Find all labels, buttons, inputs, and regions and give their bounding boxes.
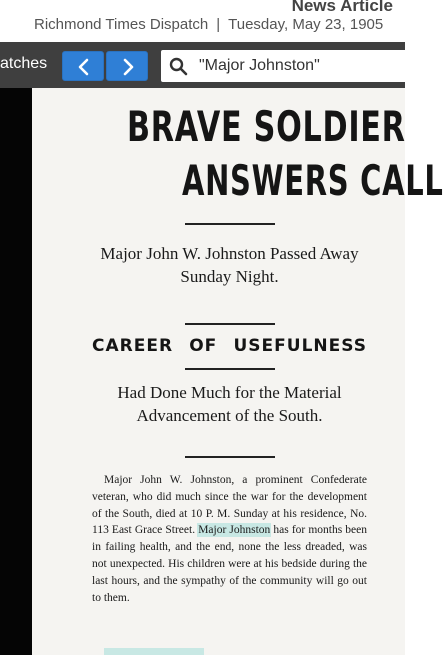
chevron-left-icon bbox=[76, 58, 92, 76]
subheadline-2-word: CAREER bbox=[92, 336, 174, 356]
subheadline-2-word: USEFULNESS bbox=[233, 336, 367, 356]
divider-rule bbox=[185, 223, 275, 225]
next-match-button[interactable] bbox=[106, 51, 148, 81]
subheadline-2 bbox=[92, 336, 367, 356]
search-match-highlight-next[interactable] bbox=[104, 648, 204, 655]
matches-label: atches bbox=[0, 55, 48, 72]
article-header bbox=[0, 0, 405, 42]
page-title: News Article bbox=[291, 0, 393, 15]
search-match-highlight[interactable]: Major Johnston bbox=[198, 524, 271, 537]
previous-match-button[interactable] bbox=[62, 51, 104, 81]
separator: | bbox=[216, 16, 221, 33]
subheadline-1: Major John W. Johnston Passed Away Sunday Night. bbox=[100, 244, 359, 286]
divider-rule bbox=[185, 323, 275, 325]
search-box[interactable] bbox=[161, 50, 411, 82]
article-source-line bbox=[34, 16, 383, 33]
body-text-part-1: Major John W. Johnston, a prominent Confederate veteran, who did much since the war for the development of the South, died at 10 P. M. Sunday at his residence, No. 113 East Grace Street. bbox=[92, 474, 367, 537]
headline-line-1: BRAVE SOLDIER bbox=[127, 102, 406, 151]
newspaper-clipping bbox=[32, 88, 444, 655]
search-input[interactable] bbox=[199, 55, 409, 77]
publication-date: Tuesday, May 23, 1905 bbox=[228, 16, 384, 33]
divider-rule bbox=[185, 456, 275, 458]
search-icon[interactable] bbox=[169, 57, 188, 76]
body-text-part-2: has for months been in failing health, and the end, none the less dreaded, was not unexpected. His children were at his bedside during the last hours, and the sympathy of the community will go out to them. bbox=[92, 524, 368, 604]
search-toolbar bbox=[0, 42, 405, 88]
headline-line-2: ANSWERS CALL bbox=[182, 156, 444, 205]
subheadline-2-word: OF bbox=[189, 336, 218, 356]
subheadline-3: Had Done Much for the Material Advancement of the South. bbox=[117, 383, 342, 425]
article-viewer[interactable] bbox=[0, 88, 444, 655]
viewer-left-margin bbox=[0, 88, 32, 655]
divider-rule bbox=[185, 368, 275, 370]
publication-name: Richmond Times Dispatch bbox=[34, 16, 209, 33]
chevron-right-icon bbox=[120, 58, 136, 76]
article-body bbox=[92, 472, 367, 606]
